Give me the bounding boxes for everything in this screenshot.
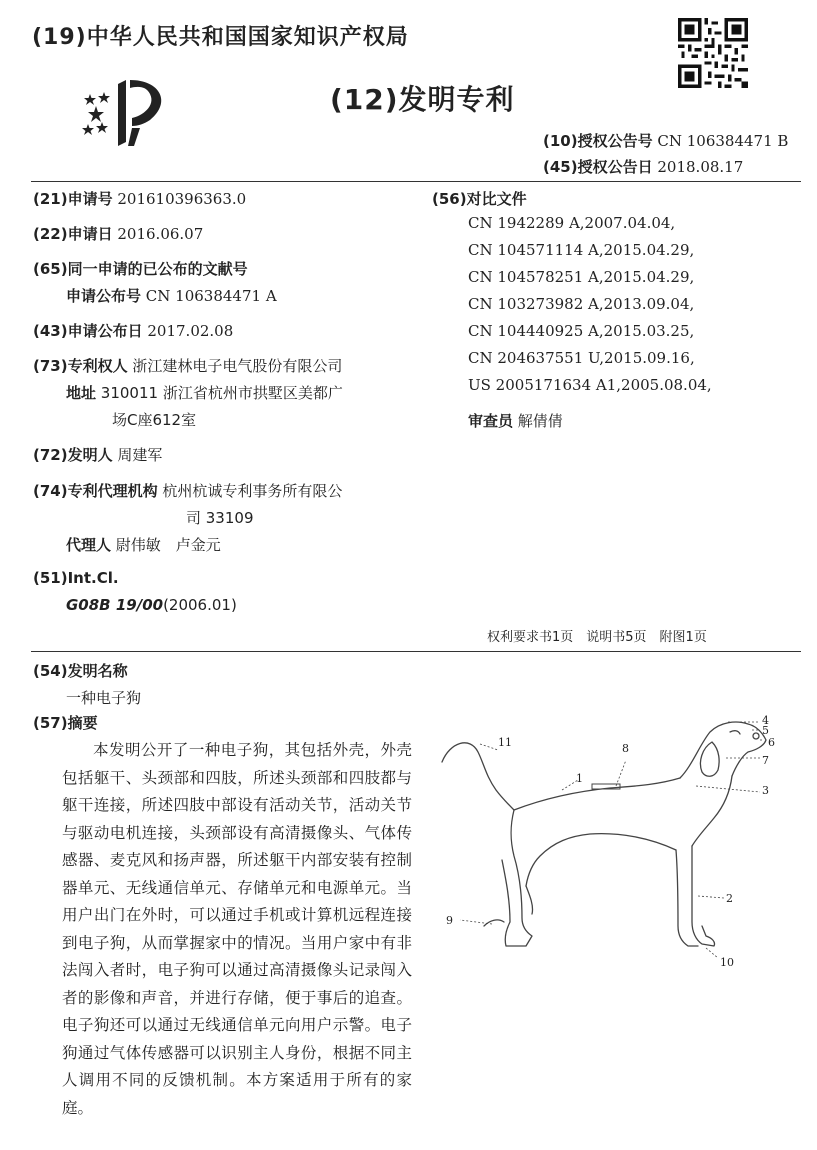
figure-callout: 1 xyxy=(576,772,583,785)
figure-callout: 11 xyxy=(498,736,512,749)
abstract-label: (57)摘要 xyxy=(33,714,98,732)
office-name: (19)中华人民共和国国家知识产权局 xyxy=(32,25,409,50)
figure-callout: 7 xyxy=(762,754,769,767)
intcl-version: (2006.01) xyxy=(163,596,237,614)
inventor-value: 周建军 xyxy=(117,446,163,464)
title-label: (54)发明名称 xyxy=(33,662,128,680)
electronic-dog-figure xyxy=(430,700,790,980)
prior-publication-label: (65)同一申请的已公布的文献号 xyxy=(33,260,248,278)
prior-publication-value: CN 106384471 A xyxy=(145,287,277,305)
prior-publication-sublabel: 申请公布号 xyxy=(66,287,142,305)
agent-value: 尉伟敏 卢金元 xyxy=(115,536,221,554)
qr-code-icon xyxy=(678,18,748,88)
grant-date-value: 2018.08.17 xyxy=(657,158,744,176)
intcl-code: G08B 19/00 xyxy=(66,596,164,614)
grant-number-value: CN 106384471 B xyxy=(657,132,789,150)
figure-callout: 2 xyxy=(726,892,733,905)
address-value-line1: 310011 浙江省杭州市拱墅区美都广 xyxy=(100,384,343,402)
body-divider xyxy=(31,651,801,652)
address-label: 地址 xyxy=(66,384,97,402)
cnipa-logo-icon xyxy=(80,72,180,152)
citations-label: (56)对比文件 xyxy=(432,190,527,208)
figure-callout: 4 xyxy=(762,714,769,727)
citation-item: CN 104578251 A,2015.04.29, xyxy=(468,268,695,286)
intcl-label: (51)Int.Cl. xyxy=(33,569,119,587)
citation-item: CN 104440925 A,2015.03.25, xyxy=(468,322,695,340)
grant-number-label: (10)授权公告号 xyxy=(543,132,653,150)
figure-callout: 9 xyxy=(446,914,453,927)
application-date-label: (22)申请日 xyxy=(33,225,113,243)
examiner-value: 解倩倩 xyxy=(517,412,563,430)
address-value-line2: 场C座612室 xyxy=(112,411,197,429)
patentee-value: 浙江建林电子电气股份有限公司 xyxy=(132,357,343,375)
citation-item: CN 1942289 A,2007.04.04, xyxy=(468,214,676,232)
figure-callout: 8 xyxy=(622,742,629,755)
citation-item: US 2005171634 A1,2005.08.04, xyxy=(468,376,712,394)
application-number-value: 201610396363.0 xyxy=(117,190,247,208)
page-counts: 权利要求书1页 说明书5页 附图1页 xyxy=(487,630,707,645)
agency-value-line1: 杭州杭诚专利事务所有限公 xyxy=(162,482,343,500)
side-document-code xyxy=(0,1037,1,1100)
inventor-label: (72)发明人 xyxy=(33,446,113,464)
citation-item: CN 104571114 A,2015.04.29, xyxy=(468,241,695,259)
patentee-label: (73)专利权人 xyxy=(33,357,128,375)
publication-date-value: 2017.02.08 xyxy=(147,322,234,340)
abstract-text: 本发明公开了一种电子狗，其包括外壳，外壳包括躯干、头颈部和四肢，所述头颈部和四肢都与躯干连接，所述四肢中部设有活动关节，活动关节与驱动电机连接，头颈部设有高清摄像头、气体传感器、麦克风和扬声器，所述躯干内部安装有控制器单元、无线通信单元、存储单元和电源单元。当用户出门在外时，可以通过手机或计算机远程连接到电子狗，从而掌握家中的情况。当用户家中有非法闯入者时，电子狗可以通过高清摄像头记录闯入者的影像和声音，并进行存储，便于事后的追查。电子狗还可以通过无线通信单元向用户示警。电子狗通过气体传感器可以识别主人身份，根据不同主人调用不同的反馈机制。本方案适用于所有的家庭。 xyxy=(62,741,412,1117)
agent-label: 代理人 xyxy=(66,536,112,554)
agency-value-line2: 司 33109 xyxy=(186,509,254,527)
agency-label: (74)专利代理机构 xyxy=(33,482,158,500)
invention-title: 一种电子狗 xyxy=(66,689,142,707)
citation-item: CN 204637551 U,2015.09.16, xyxy=(468,349,695,367)
publication-date-label: (43)申请公布日 xyxy=(33,322,143,340)
grant-date-label: (45)授权公告日 xyxy=(543,158,653,176)
citation-item: CN 103273982 A,2013.09.04, xyxy=(468,295,695,313)
header-divider xyxy=(31,181,801,182)
figure-callout: 5 xyxy=(762,724,769,737)
figure-callout: 3 xyxy=(762,784,769,797)
figure-callout: 10 xyxy=(720,956,734,969)
application-number-label: (21)申请号 xyxy=(33,190,113,208)
document-type: (12)发明专利 xyxy=(330,83,515,116)
figure-callout: 6 xyxy=(768,736,775,749)
examiner-label: 审查员 xyxy=(468,412,514,430)
application-date-value: 2016.06.07 xyxy=(117,225,204,243)
